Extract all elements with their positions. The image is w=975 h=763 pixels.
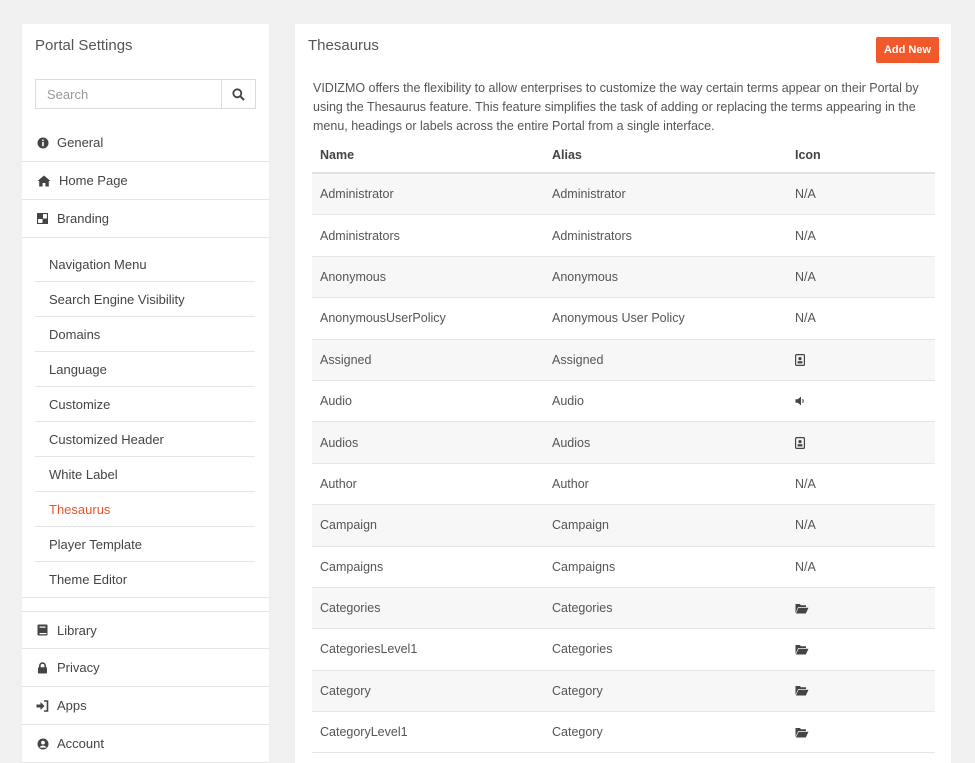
cell-name: Administrator <box>320 187 394 202</box>
search-icon <box>232 88 245 101</box>
menu-item-branding[interactable] <box>22 200 269 238</box>
info-circle-icon <box>36 136 49 149</box>
folder-open-icon <box>788 727 935 738</box>
cell-name: Audios <box>320 435 359 450</box>
submenu-item-domains[interactable]: Domains <box>35 317 255 352</box>
folder-open-icon <box>788 603 935 614</box>
table-row[interactable] <box>312 671 935 712</box>
table-row[interactable] <box>312 257 935 298</box>
cell-alias: Audios <box>552 435 591 450</box>
submenu-item-player-template[interactable]: Player Template <box>35 527 255 562</box>
table-row[interactable] <box>312 629 935 670</box>
menu-item-apps[interactable] <box>22 687 269 725</box>
table-row[interactable] <box>312 215 935 256</box>
submenu-item-language[interactable]: Language <box>35 352 255 387</box>
table-row[interactable] <box>312 712 935 753</box>
page-description: VIDIZMO offers the flexibility to allow enterprises to customize the way certain terms appear on their Portal by using the Thesaurus feature. This feature simplifies the task of adding or replacing the terms appearing in the menu, headings or labels across the entire Portal from a single interface. <box>313 81 919 133</box>
table-body <box>312 174 935 753</box>
cell-name: CategoryLevel1 <box>320 725 408 740</box>
table-row[interactable] <box>312 547 935 588</box>
cell-alias: Categories <box>552 601 613 616</box>
menu-item-label: General <box>57 135 104 150</box>
home-icon <box>36 174 51 187</box>
cell-icon: N/A <box>795 228 816 243</box>
lock-icon <box>36 661 49 674</box>
menu-item-label: Account <box>57 736 104 751</box>
submenu-item-white-label[interactable]: White Label <box>35 457 255 492</box>
menu-item-privacy[interactable] <box>22 649 269 687</box>
sign-in-icon <box>36 699 49 712</box>
cell-name: Author <box>320 476 357 491</box>
submenu-item-customize[interactable]: Customize <box>35 387 255 422</box>
cell-alias: Assigned <box>552 352 604 367</box>
cell-icon: N/A <box>795 187 816 202</box>
cell-name: Campaign <box>320 518 377 533</box>
add-new-button[interactable]: Add New <box>876 37 939 63</box>
table-row[interactable] <box>312 422 935 463</box>
submenu-item-navigation-menu[interactable]: Navigation Menu <box>35 247 255 282</box>
cell-alias: Administrator <box>552 187 626 202</box>
table-row[interactable] <box>312 588 935 629</box>
table-row[interactable] <box>312 298 935 339</box>
menu-item-library[interactable] <box>22 611 269 649</box>
cell-alias: Campaign <box>552 518 609 533</box>
badge-icon <box>788 354 935 366</box>
cell-icon: N/A <box>795 559 816 574</box>
column-header-name[interactable]: Name <box>320 148 355 162</box>
volume-icon <box>788 396 935 406</box>
folder-open-icon <box>788 685 935 696</box>
menu-item-general[interactable] <box>22 124 269 162</box>
menu-item-home-page[interactable] <box>22 162 269 200</box>
cell-alias: Category <box>552 683 603 698</box>
cell-alias: Author <box>552 476 589 491</box>
cell-alias: Anonymous User Policy <box>552 311 685 326</box>
branding-icon <box>36 212 49 225</box>
thesaurus-table <box>312 138 935 753</box>
cell-name: Category <box>320 683 371 698</box>
cell-icon: N/A <box>795 269 816 284</box>
cell-alias: Audio <box>552 394 584 409</box>
folder-open-icon <box>788 644 935 655</box>
cell-icon: N/A <box>795 311 816 326</box>
cell-name: AnonymousUserPolicy <box>320 311 446 326</box>
table-row[interactable] <box>312 381 935 422</box>
settings-menu <box>22 124 269 763</box>
menu-item-label: Home Page <box>59 173 128 188</box>
page-title: Thesaurus <box>308 37 379 54</box>
cell-icon: N/A <box>795 476 816 491</box>
table-row[interactable] <box>312 174 935 215</box>
cell-alias: Anonymous <box>552 269 619 284</box>
submenu-item-search-engine-visibility[interactable]: Search Engine Visibility <box>35 282 255 317</box>
cell-name: Campaigns <box>320 559 384 574</box>
book-icon <box>36 624 49 637</box>
search-input[interactable] <box>36 80 221 108</box>
cell-alias: Categories <box>552 642 613 657</box>
thesaurus-panel <box>295 24 951 763</box>
search-box <box>35 79 256 109</box>
table-row[interactable] <box>312 505 935 546</box>
cell-name: Administrators <box>320 228 400 243</box>
table-header <box>312 138 935 174</box>
submenu-item-theme-editor[interactable]: Theme Editor <box>49 572 128 587</box>
menu-item-label: Library <box>57 622 97 638</box>
column-header-alias[interactable]: Alias <box>552 148 582 162</box>
cell-name: Anonymous <box>320 269 387 284</box>
branding-submenu <box>22 238 269 598</box>
cell-alias: Campaigns <box>552 559 616 574</box>
table-row[interactable] <box>312 340 935 381</box>
cell-name: Audio <box>320 394 352 409</box>
submenu-item-customized-header[interactable]: Customized Header <box>35 422 255 457</box>
menu-item-label: Branding <box>57 211 110 226</box>
search-button[interactable] <box>221 80 255 108</box>
cell-name: CategoriesLevel1 <box>320 642 418 657</box>
column-header-icon[interactable]: Icon <box>795 148 821 162</box>
cell-name: Categories <box>320 601 381 616</box>
sidebar-title: Portal Settings <box>35 37 133 54</box>
cell-icon: N/A <box>795 518 816 533</box>
badge-icon <box>788 437 935 449</box>
menu-item-label: Apps <box>57 698 87 713</box>
cell-name: Assigned <box>320 352 372 367</box>
menu-item-label: Privacy <box>57 660 100 675</box>
cell-alias: Category <box>552 725 603 740</box>
cell-alias: Administrators <box>552 228 632 243</box>
portal-settings-sidebar <box>22 24 269 763</box>
user-circle-icon <box>36 737 49 750</box>
menu-item-account[interactable] <box>22 725 269 763</box>
submenu-item-thesaurus[interactable]: Thesaurus <box>35 492 255 527</box>
table-row[interactable] <box>312 464 935 505</box>
